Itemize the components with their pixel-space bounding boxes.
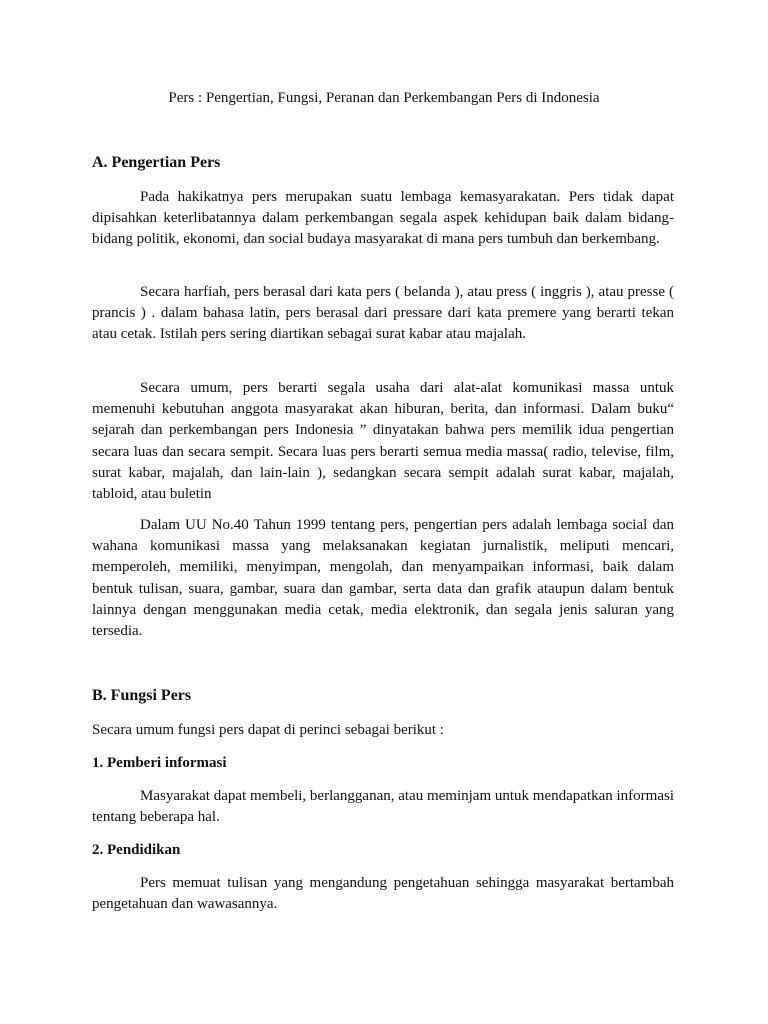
fungsi-item-text-1: Masyarakat dapat membeli, berlangganan, atau meminjam untuk mendapatkan informasi tentang beberapa hal. — [92, 788, 674, 826]
section-b-heading: B. Fungsi Pers — [92, 687, 192, 704]
document-title: Pers : Pengertian, Fungsi, Peranan dan Perkembangan Pers di Indonesia — [168, 90, 600, 106]
paragraph-pengertian-1: Pada hakikatnya pers merupakan suatu lembaga kemasyarakatan. Pers tidak dapat dipisahkan keterlibatannya dalam perkembangan segala aspek kehidupan baik dalam bidang-bidang politik, ekonomi, dan social budaya masyarakat di mana pers tumbuh dan berkembang. — [92, 189, 674, 248]
section-a-heading: A. Pengertian Pers — [92, 154, 221, 171]
paragraph-pengertian-3: Secara umum, pers berarti segala usaha dari alat-alat komunikasi massa untuk memenuhi kebutuhan anggota masyarakat akan hiburan, berita, dan informasi. Dalam buku“ sejarah dan perkembangan pers Indonesia ” dinyatakan bahwa pers memilik idua pengertian secara luas dan secara sempit. Secara luas pers berarti semua media massa( radio, televise, film, surat kabar, majalah, dan lain-lain ), sedangkan secara sempit adalah surat kabar, majalah, tabloid, atau buletin — [92, 380, 674, 503]
fungsi-intro: Secara umum fungsi pers dapat di perinci sebagai berikut : — [92, 722, 444, 738]
paragraph-pengertian-2: Secara harfiah, pers berasal dari kata pers ( belanda ), atau press ( inggris ), atau presse ( prancis ) . dalam bahasa latin, pers berasal dari pressare dari kata premere yang berarti tekan atau cetak. Istilah pers sering diartikan sebagai surat kabar atau majalah. — [92, 284, 674, 343]
paragraph-pengertian-4: Dalam UU No.40 Tahun 1999 tentang pers, pengertian pers adalah lembaga social dan wahana komunikasi massa yang melaksanakan kegiatan jurnalistik, meliputi mencari, memperoleh, memiliki, menyimpan, mengolah, dan menyampaikan informasi, baik dalam bentuk tulisan, suara, gambar, suara dan gambar, serta data dan grafik ataupun dalam bentuk lainnya dengan menggunakan media cetak, media elektronik, dan segala jenis saluran yang tersedia. — [92, 517, 674, 640]
fungsi-item-heading-2: 2. Pendidikan — [92, 842, 181, 858]
section-a-heading-wrap — [92, 152, 674, 174]
section-b-heading-wrap — [92, 685, 674, 707]
fungsi-item-heading-1: 1. Pemberi informasi — [92, 755, 227, 771]
fungsi-item-text-2: Pers memuat tulisan yang mengandung pengetahuan sehingga masyarakat bertambah pengetahuan dan wawasannya. — [92, 875, 674, 913]
